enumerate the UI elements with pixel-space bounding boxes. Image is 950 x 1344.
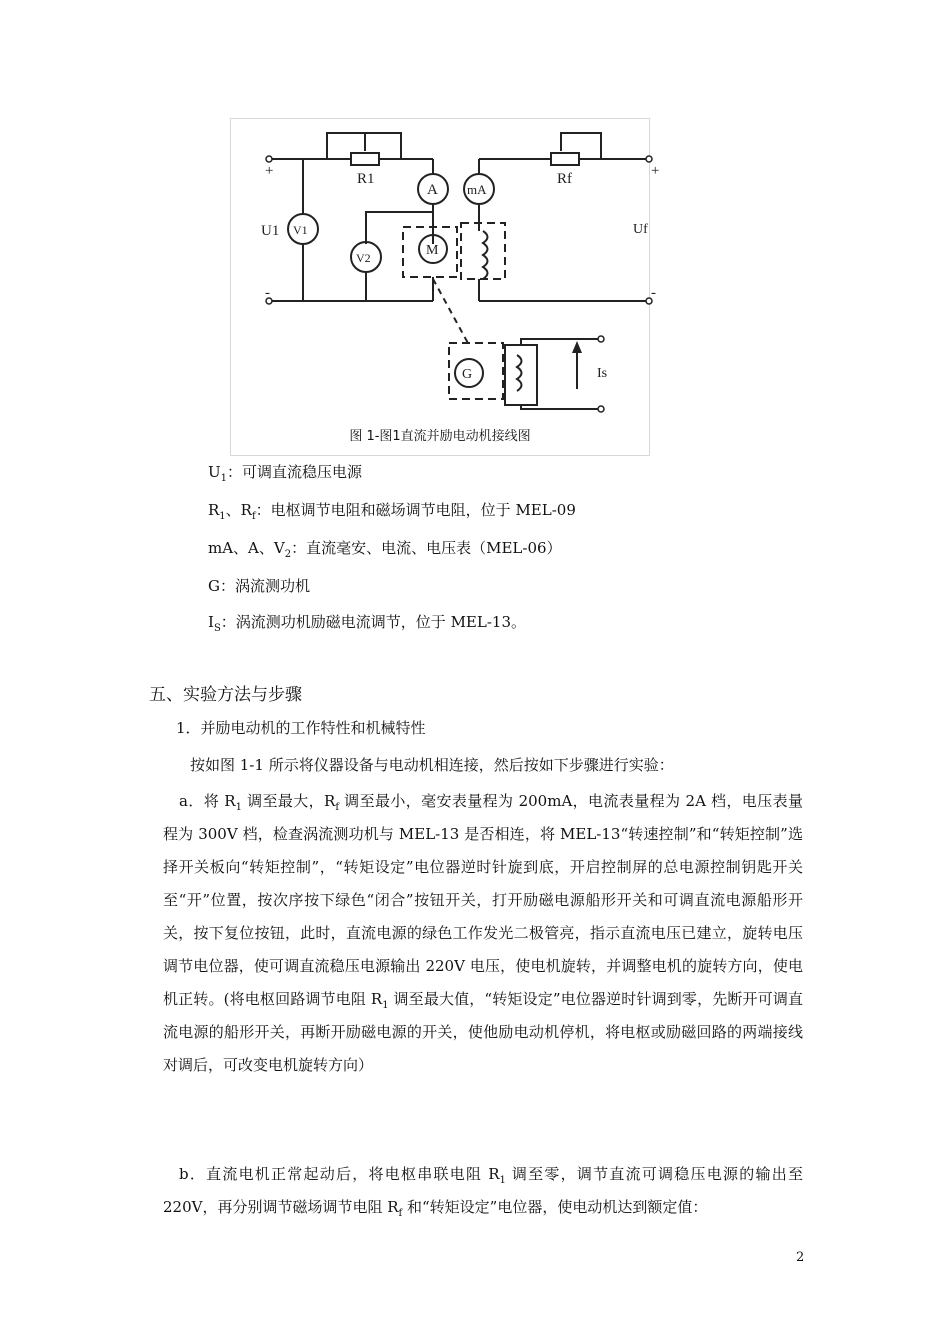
plus-right: + xyxy=(651,163,660,179)
label-a: A xyxy=(427,182,438,198)
intro-paragraph: 按如图 1-1 所示将仪器设备与电动机相连接，然后按如下步骤进行实验： xyxy=(190,756,674,774)
paragraph-a: a．将 $R_1$ 调至最大，$R_f$ 调至最小，毫安表量程为 200mA，电流表量程为 2A 档，电压表量程为 300V 档，检查涡流测功机与 MEL-13 是否相连，将 MEL-13“转速控制”和“转矩控制”选择开关板向“转矩控制”，“转矩设定”电位器逆时针旋到底，开启控制屏的总电源控制钥匙开关至“开”位置，按次序按下绿色“闭合”按钮开关，打开励磁电源船形开关和可调直流电源船形开关，按下复位按钮，此时，直流电源的绿色工作发光二极管亮，指示直流电压已建立，旋转电压调节电位器，使可调直流稳压电源输出 220V 电压，使电机旋转，并调整电机的旋转方向，使电机正转。(将电枢回路调节电阻 $R_1$ 调至最大值，“转矩设定”电位器逆时针调到零，先断开可调直流电源的船形开关，再断开励磁电源的开关，使他励电动机停机，将电枢或励磁回路的两端接线对调后，可改变电机旋转方向） xyxy=(163,792,803,1074)
label-r1: R1 xyxy=(357,171,375,187)
legend-r1-rf: $R_1$、$R_f$：电枢调节电阻和磁场调节电阻，位于 MEL-09 xyxy=(208,501,576,522)
section-heading: 五、实验方法与步骤 xyxy=(149,685,302,705)
paragraph-b: b．直流电机正常起动后，将电枢串联电阻 $R_1$ 调至零，调节直流可调稳压电源的输出至 220V，再分别调节磁场调节电阻 $R_f$ 和“转矩设定”电位器，使电动机达到额定值： xyxy=(163,1165,803,1219)
figure-caption: 图 1-图1直流并励电动机接线图 xyxy=(349,429,531,444)
label-u1: U1 xyxy=(261,223,280,239)
circuit-diagram xyxy=(231,119,660,455)
label-m: M xyxy=(426,243,439,258)
label-v2: V2 xyxy=(356,251,371,265)
label-is: Is xyxy=(597,366,608,381)
page-number: 2 xyxy=(796,1250,805,1265)
subheading: 1．并励电动机的工作特性和机械特性 xyxy=(176,719,426,737)
label-v1: V1 xyxy=(293,223,308,237)
minus-right: - xyxy=(651,285,656,301)
legend-meters: mA、A、$V_2$：直流毫安、电流、电压表（MEL-06） xyxy=(208,539,562,560)
label-g: G xyxy=(462,367,473,382)
minus-left: - xyxy=(265,285,270,301)
circuit-figure xyxy=(230,118,660,456)
label-rf: Rf xyxy=(557,171,572,187)
legend-u1: $U_1$：可调直流稳压电源 xyxy=(208,463,363,484)
legend-g: G：涡流测功机 xyxy=(208,577,310,595)
legend-is: $I_S$：涡流测功机励磁电流调节，位于 MEL-13。 xyxy=(208,613,526,634)
label-uf: Uf xyxy=(633,222,648,237)
label-ma: mA xyxy=(467,182,487,197)
plus-left: + xyxy=(265,163,274,179)
